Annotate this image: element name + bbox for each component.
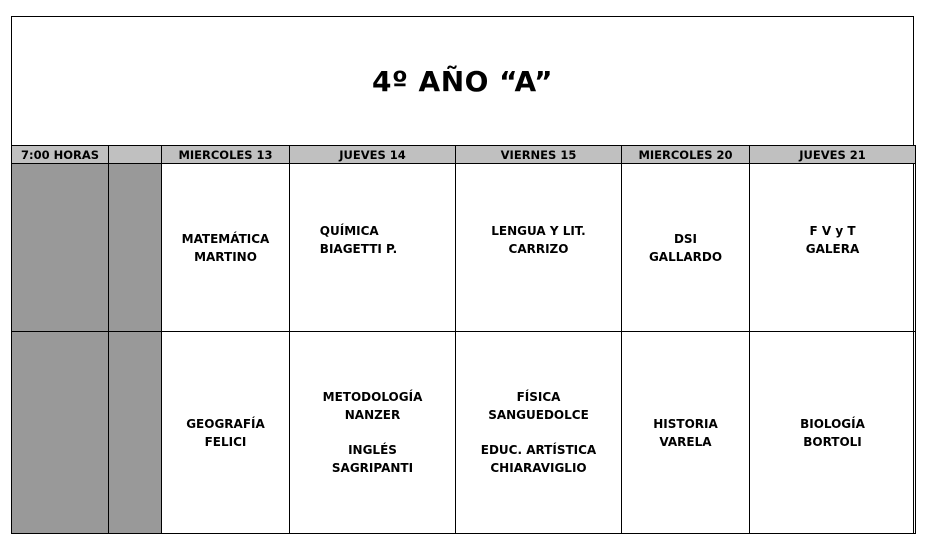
class-cell bbox=[456, 164, 622, 332]
class-cell bbox=[750, 164, 916, 332]
subject: EDUC. ARTÍSTICA bbox=[480, 443, 597, 457]
time-cell bbox=[12, 164, 109, 332]
schedule-row bbox=[12, 164, 916, 332]
schedule-table bbox=[11, 145, 916, 534]
subject: METODOLOGÍA bbox=[322, 390, 423, 404]
teacher: GALLARDO bbox=[648, 249, 723, 264]
teacher: MARTINO bbox=[194, 249, 257, 264]
title-area bbox=[12, 17, 913, 145]
subject: F V y T bbox=[809, 223, 856, 238]
class-cell bbox=[456, 332, 622, 534]
subject: GEOGRAFÍA bbox=[186, 416, 265, 431]
subject: BIOLOGÍA bbox=[800, 416, 865, 431]
subject: QUÍMICA bbox=[319, 223, 379, 238]
teacher: VARELA bbox=[659, 434, 712, 449]
day-header: MIERCOLES 13 bbox=[162, 146, 290, 164]
class-cell bbox=[290, 332, 456, 534]
class-cell bbox=[750, 332, 916, 534]
subject: LENGUA Y LIT. bbox=[491, 223, 586, 238]
blank-header bbox=[109, 146, 162, 164]
day-header: VIERNES 15 bbox=[456, 146, 622, 164]
day-header: JUEVES 14 bbox=[290, 146, 456, 164]
class-cell bbox=[162, 164, 290, 332]
header-row bbox=[12, 146, 916, 164]
subject: INGLÉS bbox=[348, 443, 397, 457]
time-cell bbox=[12, 332, 109, 534]
side-cell bbox=[109, 332, 162, 534]
teacher: SANGUEDOLCE bbox=[488, 408, 589, 422]
class-cell bbox=[622, 332, 750, 534]
class-cell bbox=[290, 164, 456, 332]
subject: HISTORIA bbox=[653, 416, 718, 431]
schedule-sheet bbox=[11, 16, 914, 534]
class-cell bbox=[162, 332, 290, 534]
page-title: 4º AÑO “A” bbox=[372, 64, 553, 98]
teacher: CHIARAVIGLIO bbox=[490, 461, 587, 475]
teacher: SAGRIPANTI bbox=[331, 461, 414, 475]
teacher: FELICI bbox=[204, 434, 247, 449]
day-header: JUEVES 21 bbox=[750, 146, 916, 164]
subject: DSI bbox=[673, 231, 698, 246]
time-header: 7:00 HORAS bbox=[12, 146, 109, 164]
teacher: NANZER bbox=[344, 408, 401, 422]
side-cell bbox=[109, 164, 162, 332]
schedule-row bbox=[12, 332, 916, 534]
subject: FÍSICA bbox=[516, 390, 561, 404]
teacher: BORTOLI bbox=[803, 434, 862, 449]
subject: MATEMÁTICA bbox=[181, 231, 270, 246]
teacher: CARRIZO bbox=[508, 241, 569, 256]
class-cell bbox=[622, 164, 750, 332]
day-header: MIERCOLES 20 bbox=[622, 146, 750, 164]
teacher: GALERA bbox=[805, 241, 860, 256]
teacher: BIAGETTI P. bbox=[319, 241, 398, 256]
